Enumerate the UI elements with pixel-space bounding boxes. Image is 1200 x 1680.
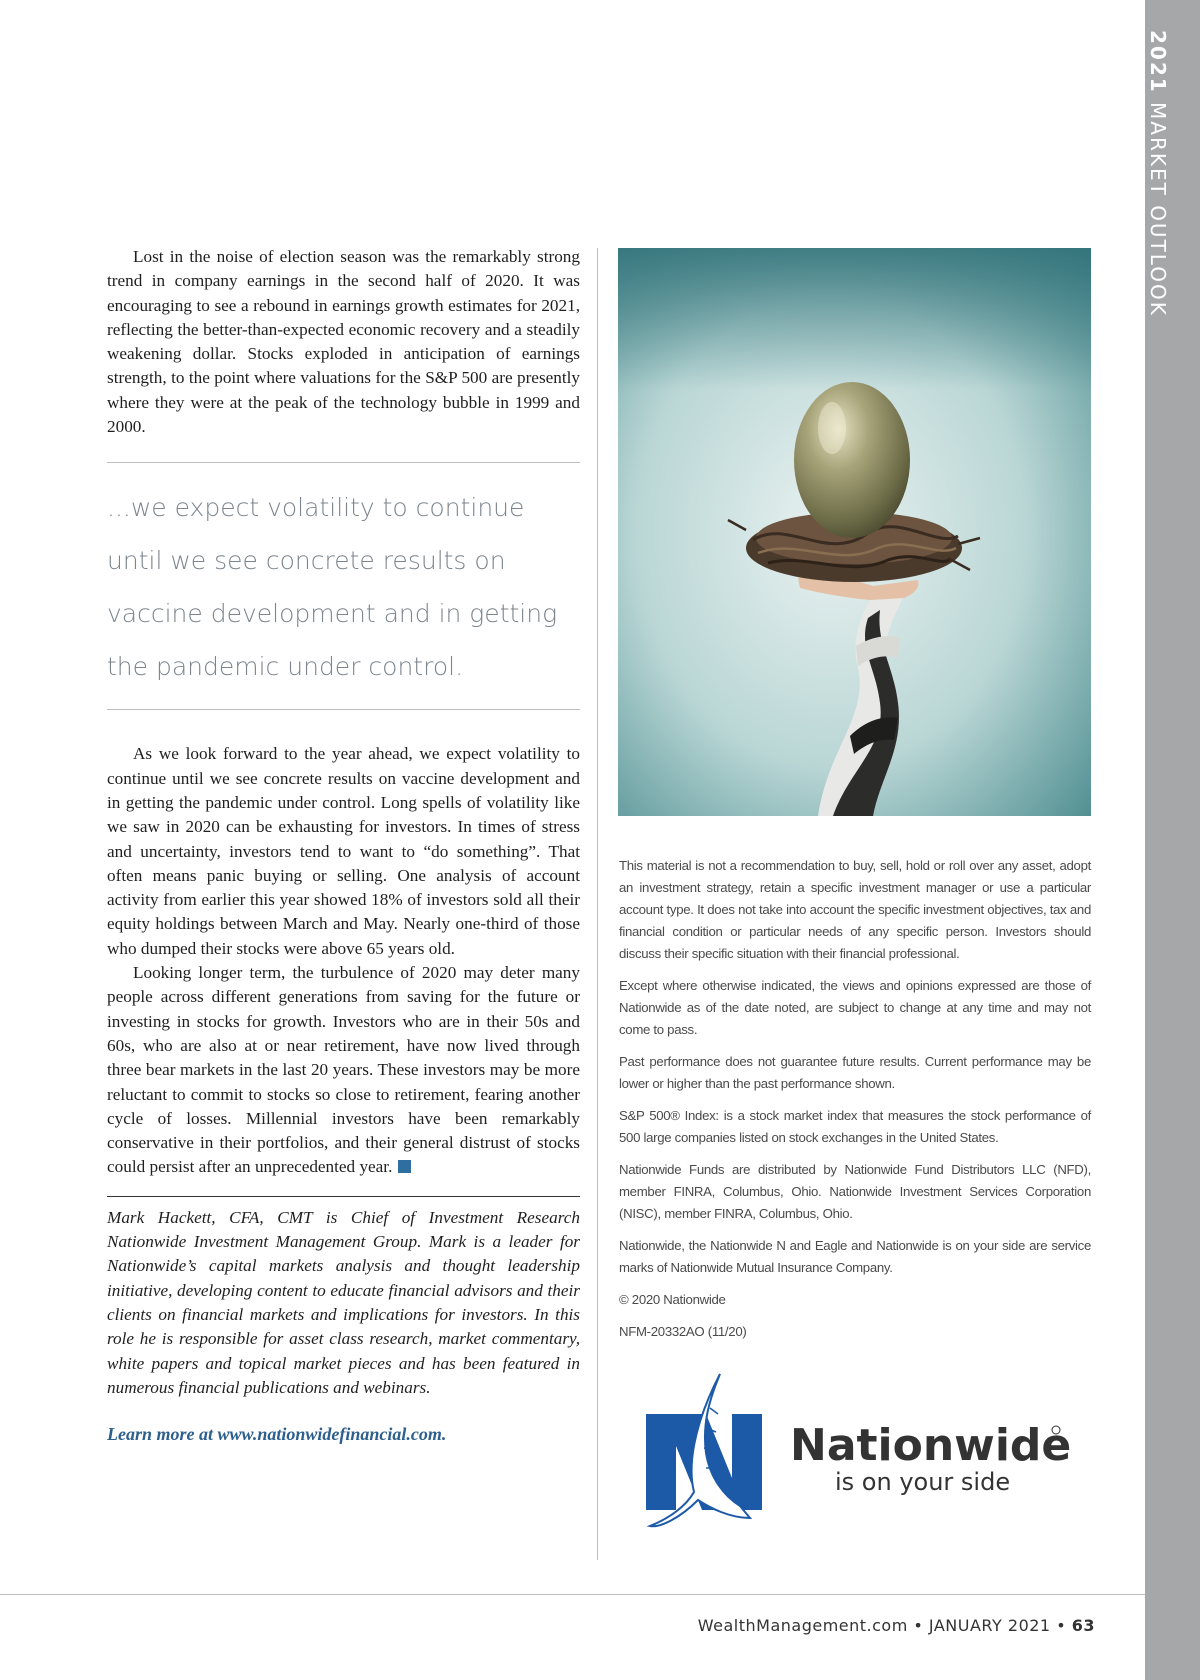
logo-tagline: is on your side xyxy=(835,1468,1011,1496)
nest-egg-photo xyxy=(618,248,1091,816)
footer-rule xyxy=(0,1594,1145,1595)
disclaimer-paragraph: Nationwide Funds are distributed by Nationwide Fund Distributors LLC (NFD), member FINRA, Columbus, Ohio. Nationwide Investment Services Corporation (NISC), member FINRA, Columbus, Ohio. xyxy=(619,1162,1091,1221)
article-column xyxy=(107,245,580,1445)
disclaimer-paragraph: S&P 500® Index: is a stock market index that measures the stock performance of 500 large companies listed on stock exchanges in the United States. xyxy=(619,1108,1091,1145)
author-bio xyxy=(107,1196,580,1400)
copyright: © 2020 Nationwide xyxy=(619,1292,726,1307)
disclaimer-paragraph: Except where otherwise indicated, the views and opinions expressed are those of Nationwide as of the date noted, are subject to change at any time and may not come to pass. xyxy=(619,978,1091,1037)
disclaimer-paragraph: Past performance does not guarantee future results. Current performance may be lower or higher than the past performance shown. xyxy=(619,1054,1091,1091)
article-body xyxy=(107,742,580,1179)
footer-site: WealthManagement.com xyxy=(697,1616,908,1635)
disclaimer xyxy=(619,855,1091,1353)
pull-quote xyxy=(107,462,580,710)
article-paragraph-3 xyxy=(107,961,580,1180)
article-paragraph-3-text: Looking longer term, the turbulence of 2020 may deter many people across different generations from saving for the future or investing in stocks for growth. Investors who are in their 50s and 60s, who are also at or near retirement, have now lived through three bear markets in the last 20 years. These investors may be more reluctant to commit to stocks so close to retirement, fearing another cycle of losses. Millennial investors have been remarkably conservative in their portfolios, and their general distrust of stocks could persist after an unprecedented year. xyxy=(107,963,580,1177)
author-bio-text: Mark Hackett, CFA, CMT is Chief of Investment Research Nationwide Investment Management Group. Mark is a leader for Nationwide’s capital markets analysis and thought leadership initiative, developing content to educate financial advisors and their clients on financial markets and implications for investors. In this role he is responsible for asset class research, market commentary, white papers and topical market pieces and has been featured in numerous financial publications and webinars. xyxy=(107,1207,580,1397)
nationwide-eagle-icon xyxy=(646,1374,762,1526)
document-code: NFM-20332AO (11/20) xyxy=(619,1324,747,1339)
end-mark-icon xyxy=(398,1160,411,1173)
page-number: 63 xyxy=(1071,1616,1095,1635)
disclaimer-paragraph: Nationwide, the Nationwide N and Eagle and Nationwide is on your side are service marks of Nationwide Mutual Insurance Company. xyxy=(619,1238,1091,1275)
section-label xyxy=(1146,30,1170,317)
footer-separator: • xyxy=(1056,1616,1067,1635)
column-divider xyxy=(597,248,598,1560)
footer xyxy=(698,1616,1095,1635)
footer-issue: JANUARY 2021 xyxy=(928,1616,1051,1635)
nationwide-logo xyxy=(640,1368,1080,1543)
article-paragraph-1: Lost in the noise of election season was the remarkably strong trend in company earnings in the second half of 2020. It was encouraging to see a rebound in earnings growth estimates for 2021, reflecting the better-than-expected economic recovery and a steadily weakening dollar. Stocks exploded in anticipation of earnings strength, to the point where valuations for the S&P 500 are presently where they were at the peak of the technology bubble in 1999 and 2000. xyxy=(107,247,580,437)
learn-more-link[interactable]: Learn more at www.nationwidefinancial.com. xyxy=(107,1424,447,1445)
pull-quote-text: ...we expect volatility to continue until we see concrete results on vaccine development and in getting the pandemic under control. xyxy=(107,493,558,682)
footer-separator: • xyxy=(913,1616,924,1635)
article-paragraph-2: As we look forward to the year ahead, we expect volatility to continue until we see concrete results on vaccine development and in getting the pandemic under control. Long spells of volatility like we saw in 2020 can be exhausting for investors. In times of stress and uncertainty, investors tend to want to “do something”. That often means panic buying or selling. One analysis of account activity from earlier this year showed 18% of investors sold all their equity holdings between March and May. Nearly one-third of those who dumped their stocks were above 65 years old. xyxy=(107,744,580,958)
disclaimer-paragraph: This material is not a recommendation to buy, sell, hold or roll over any asset, adopt an investment strategy, retain a specific investment manager or use a particular account type. It does not take into account the specific investment objectives, tax and financial condition or particular needs of any specific person. Investors should discuss their specific situation with their financial professional. xyxy=(619,858,1091,961)
section-title: MARKET OUTLOOK xyxy=(1146,102,1170,317)
section-year: 2021 xyxy=(1146,30,1170,94)
logo-wordmark: Nationwide xyxy=(790,1420,1072,1471)
